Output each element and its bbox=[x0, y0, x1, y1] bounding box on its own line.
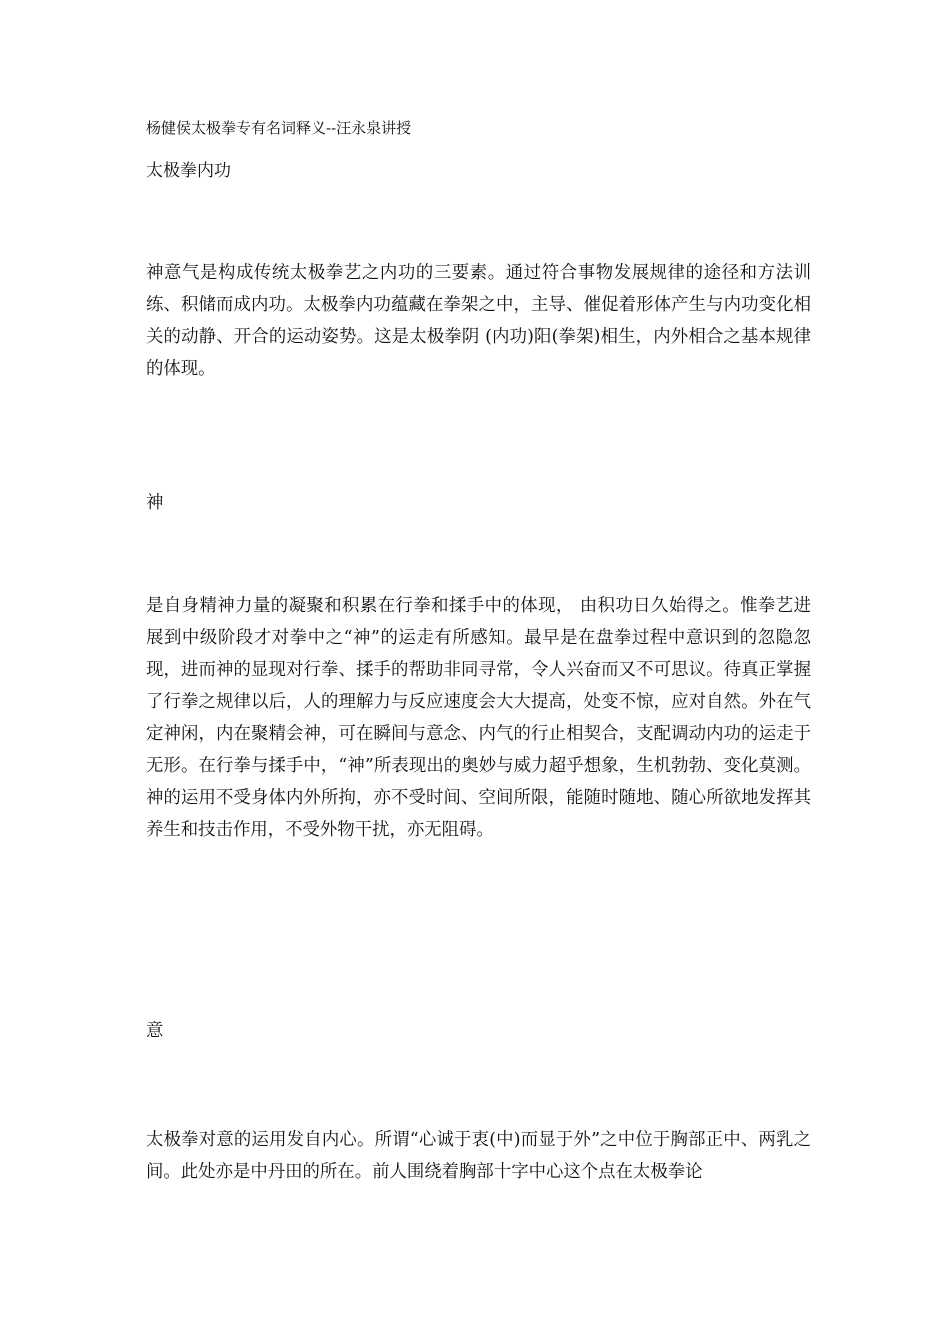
section-title: 太极拳内功 bbox=[146, 161, 231, 181]
yi-heading: 意 bbox=[146, 1021, 164, 1041]
document-title: 杨健侯太极拳专有名词释义--汪永泉讲授 bbox=[146, 119, 412, 137]
shen-paragraph: 是自身精神力量的凝聚和积累在行拳和揉手中的体现， 由积功日久始得之。惟拳艺进展到中级阶段才对拳中之“神”的运走有所感知。最早是在盘拳过程中意识到的忽隐忽现，进而神的显现对行拳、揉手的帮助非同寻常，令人兴奋而又不可思议。待真正掌握了行拳之规律以后，人的理解力与反应速度会大大提高，处变不惊，应对自然。外在气定神闲，内在聚精会神，可在瞬间与意念、内气的行止相契合，支配调动内功的运走于无形。在行拳与揉手中，“神”所表现出的奥妙与威力超乎想象，生机勃勃、变化莫测。神的运用不受身体内外所拘，亦不受时间、空间所限，能随时随地、随心所欲地发挥其养生和技击作用，不受外物干扰，亦无阻碍。 bbox=[146, 596, 811, 840]
intro-paragraph: 神意气是构成传统太极拳艺之内功的三要素。通过符合事物发展规律的途径和方法训练、积储而成内功。太极拳内功蕴藏在拳架之中，主导、催促着形体产生与内功变化相关的动静、开合的运动姿势。这是太极拳阴 (内功)阳(拳架)相生，内外相合之基本规律的体现。 bbox=[146, 263, 811, 379]
shen-heading: 神 bbox=[146, 493, 164, 513]
yi-paragraph: 太极拳对意的运用发自内心。所谓“心诚于衷(中)而显于外”之中位于胸部正中、两乳之间。此处亦是中丹田的所在。前人围绕着胸部十字中心这个点在太极拳论 bbox=[146, 1130, 811, 1182]
